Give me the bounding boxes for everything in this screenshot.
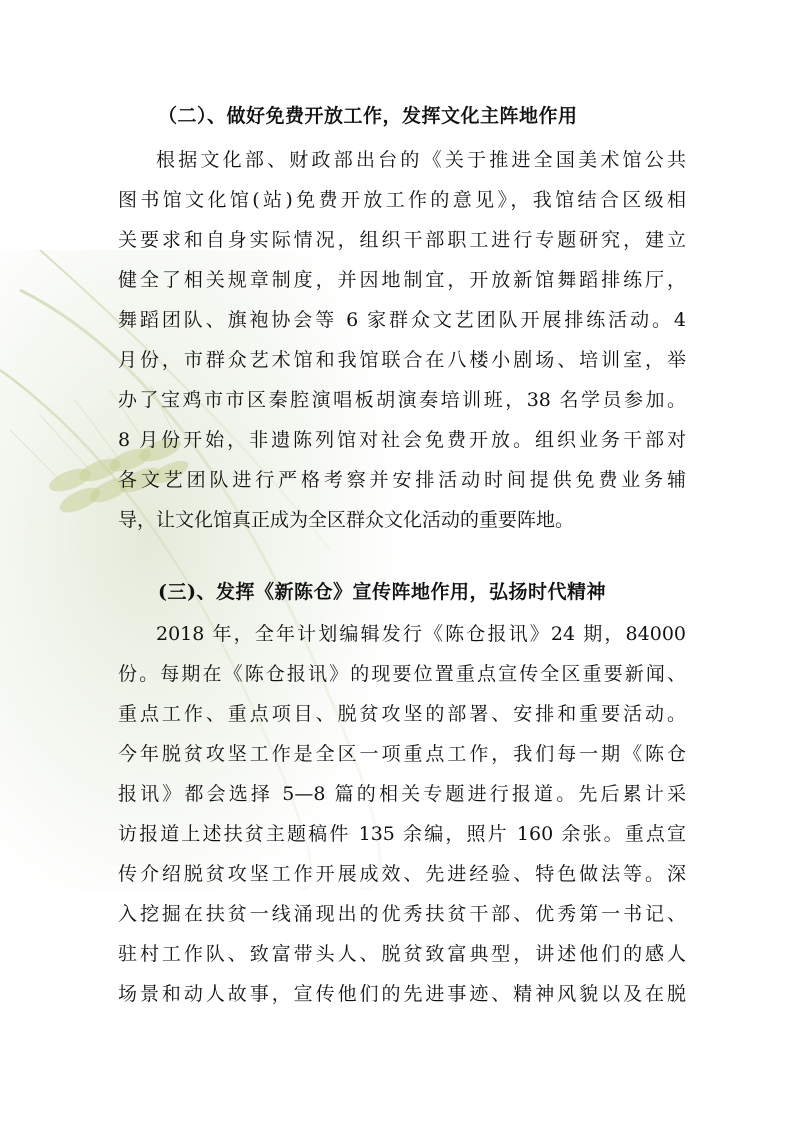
paragraph-line: 月份，市群众艺术馆和我馆联合在八楼小剧场、培训室，举 bbox=[118, 349, 686, 371]
paragraph-line: 访报道上述扶贫主题稿件 135 余编，照片 160 余张。重点宣 bbox=[118, 823, 686, 845]
section-3-heading: (三)、发挥《新陈仓》宣传阵地作用，弘扬时代精神 bbox=[158, 581, 606, 603]
section-2 bbox=[118, 98, 686, 540]
paragraph-line: 传介绍脱贫攻坚工作开展成效、先进经验、特色做法等。深 bbox=[118, 863, 686, 885]
paragraph-line: 导，让文化馆真正成为全区群众文化活动的重要阵地。 bbox=[118, 509, 575, 531]
paragraph-line: 办了宝鸡市市区秦腔演唱板胡演奏培训班，38 名学员参加。 bbox=[118, 389, 686, 411]
paragraph-line: 8 月份开始，非遗陈列馆对社会免费开放。组织业务干部对 bbox=[118, 429, 686, 451]
paragraph-line: 关要求和自身实际情况，组织干部职工进行专题研究，建立 bbox=[118, 229, 686, 251]
paragraph-line: 2018 年，全年计划编辑发行《陈仓报讯》24 期，84000 bbox=[156, 623, 686, 645]
paragraph-line: 入挖掘在扶贫一线涌现出的优秀扶贫干部、优秀第一书记、 bbox=[118, 903, 686, 925]
paragraph-line: 报讯》都会选择 5—8 篇的相关专题进行报道。先后累计采 bbox=[118, 783, 686, 805]
paragraph-line: 场景和动人故事，宣传他们的先进事迹、精神风貌以及在脱 bbox=[118, 983, 686, 1005]
paragraph-line: 驻村工作队、致富带头人、脱贫致富典型，讲述他们的感人 bbox=[118, 943, 686, 965]
paragraph-line: 重点工作、重点项目、脱贫攻坚的部署、安排和重要活动。 bbox=[118, 703, 686, 725]
paragraph-line: 各文艺团队进行严格考察并安排活动时间提供免费业务辅 bbox=[118, 469, 686, 491]
paragraph-line: 图书馆文化馆(站)免费开放工作的意见》，我馆结合区级相 bbox=[118, 189, 686, 211]
paragraph-line: 舞蹈团队、旗袍协会等 6 家群众文艺团队开展排练活动。4 bbox=[118, 309, 686, 331]
paragraph-line: 份。每期在《陈仓报讯》的现要位置重点宣传全区重要新闻、 bbox=[118, 663, 686, 685]
paragraph-line: 根据文化部、财政部出台的《关于推进全国美术馆公共 bbox=[156, 149, 686, 171]
section-3 bbox=[118, 574, 686, 1014]
section-2-body bbox=[118, 140, 686, 540]
paragraph-line: 今年脱贫攻坚工作是全区一项重点工作，我们每一期《陈仓 bbox=[118, 743, 686, 765]
paragraph-line: 健全了相关规章制度，并因地制宜，开放新馆舞蹈排练厅， bbox=[118, 269, 686, 291]
section-2-heading: （二）、做好免费开放工作，发挥文化主阵地作用 bbox=[158, 105, 578, 127]
section-3-body bbox=[118, 614, 686, 1014]
